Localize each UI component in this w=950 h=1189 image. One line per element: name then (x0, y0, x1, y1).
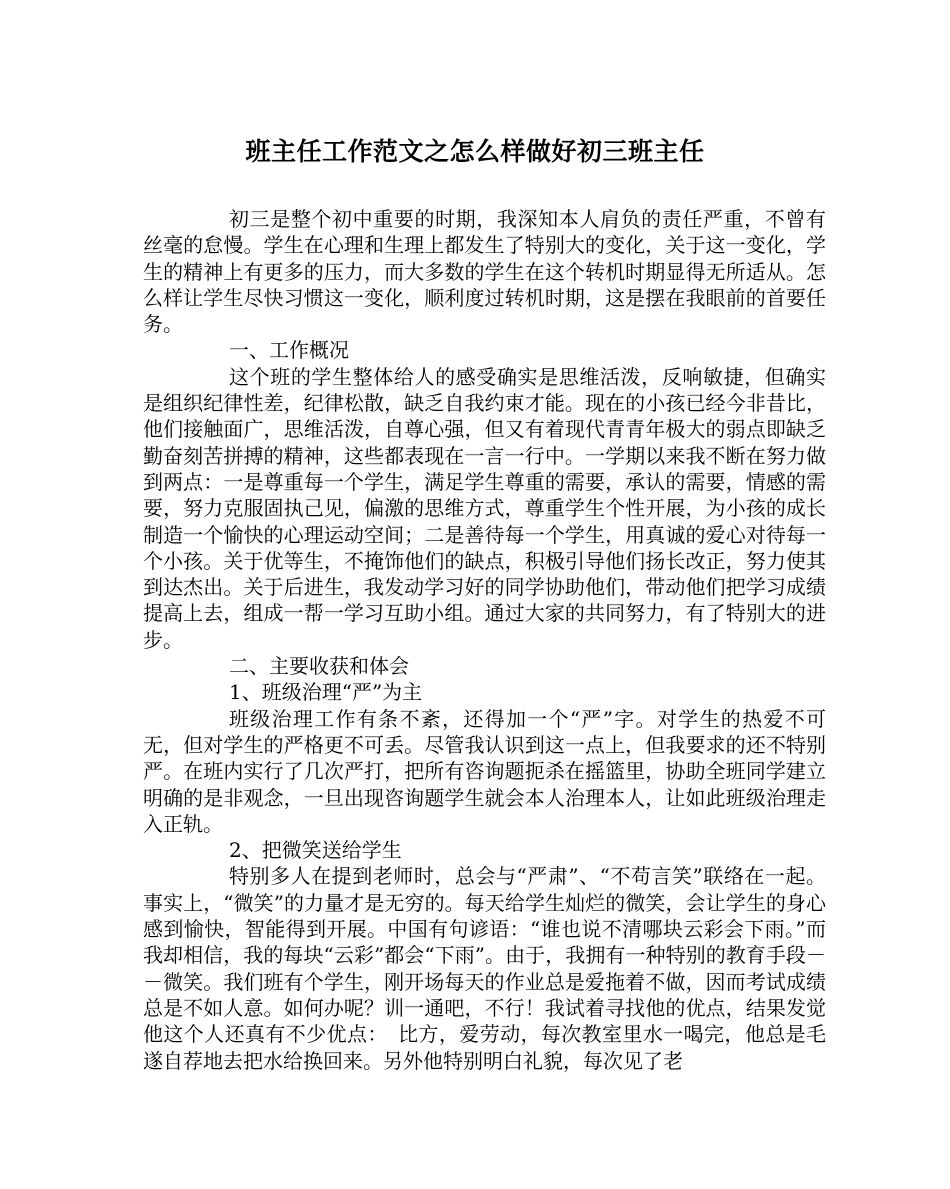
paragraph-intro: 初三是整个初中重要的时期，我深知本人肩负的责任严重，不曾有丝毫的怠慢。学生在心理和生理上都发生了特别大的变化，关于这一变化，学生的精神上有更多的压力，而大多数的学生在这个转机时期显得无所适从。怎么样让学生尽快习惯这一变化，顺利度过转机时期，这是摆在我眼前的首要任务。 (143, 207, 826, 337)
section-heading-overview: 一、工作概况 (229, 338, 349, 363)
section-heading-gains: 二、主要收获和体会 (229, 654, 409, 679)
paragraph-smile: 特别多人在提到老师时，总会与“严肃”、“不苟言笑”联络在一起。事实上，“微笑”的力量才是无穷的。每天给学生灿烂的微笑，会让学生的身心感到愉快，智能得到开展。中国有句谚语：“谁也说不清哪块云彩会下雨。”而我却相信，我的每块“云彩”都会“下雨”。由于，我拥有一种特别的教育手段－－微笑。我们班有个学生，刚开场每天的作业总是爱拖着不做，因而考试成绩总是不如人意。如何办呢？训一通吧，不行！我试着寻找他的优点，结果发觉他这个人还真有不少优点： 比方，爱劳动，每次教室里水一喝完，他总是毛遂自荐地去把水给换回来。另外他特别明白礼貌，每次见了老 (143, 864, 826, 1073)
subsection-heading-smile: 2、把微笑送给学生 (229, 838, 402, 863)
paragraph-overview: 这个班的学生整体给人的感受确实是思维活泼，反响敏捷，但确实是组织纪律性差，纪律松散，缺乏自我约束才能。现在的小孩已经今非昔比，他们接触面广，思维活泼，自尊心强，但又有着现代青青年极大的弱点即缺乏勤奋刻苦拼搏的精神，这些都表现在一言一行中。一学期以来我不断在努力做到两点：一是尊重每一个学生，满足学生尊重的需要，承认的需要，情感的需要，努力克服固执己见，偏激的思维方式，尊重学生个性开展，为小孩的成长制造一个愉快的心理运动空间；二是善待每一个学生，用真诚的爱心对待每一个小孩。关于优等生，不掩饰他们的缺点，积极引导他们扬长改正，努力使其到达杰出。关于后进生，我发动学习好的同学协助他们，带动他们把学习成绩提高上去，组成一帮一学习互助小组。通过大家的共同努力，有了特别大的进步。 (143, 364, 826, 652)
paragraph-strict: 班级治理工作有条不紊，还得加一个“严”字。对学生的热爱不可无，但对学生的严格更不可丢。尽管我认识到这一点上，但我要求的还不特别严。在班内实行了几次严打，把所有咨询题扼杀在摇篮里，协助全班同学建立明确的是非观念，一旦出现咨询题学生就会本人治理本人，让如此班级治理走入正轨。 (143, 706, 826, 836)
subsection-heading-strict: 1、班级治理“严”为主 (229, 680, 423, 705)
document-body (143, 206, 826, 1074)
document-title: 班主任工作范文之怎么样做好初三班主任 (245, 137, 705, 166)
